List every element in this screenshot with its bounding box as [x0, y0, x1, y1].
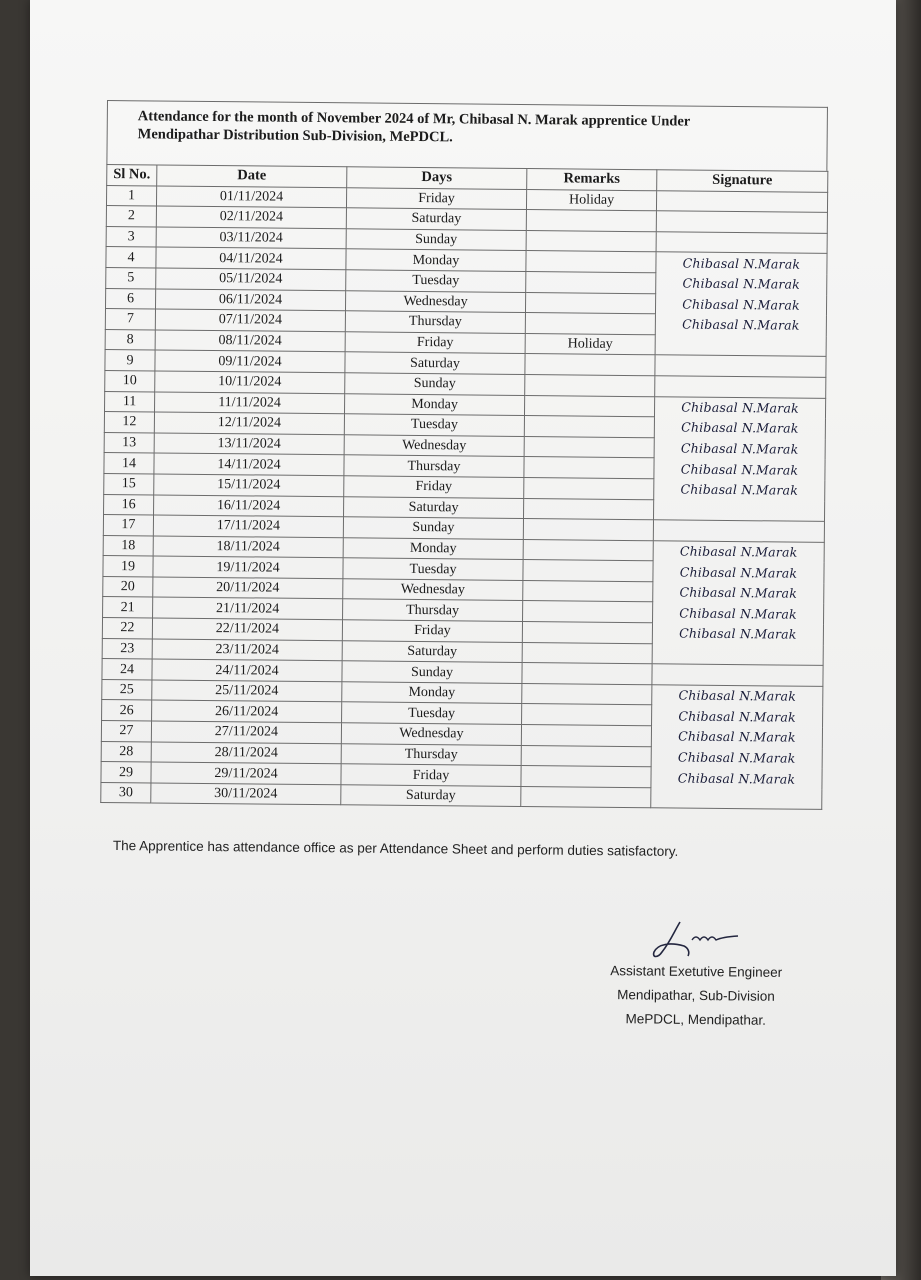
cell-day: Wednesday [345, 290, 525, 312]
cell-signature [656, 190, 827, 212]
cell-remarks [521, 725, 651, 747]
cell-signature [652, 664, 823, 686]
header-date: Date [157, 165, 347, 187]
cell-signature: Chibasal N.Marak [652, 623, 823, 645]
cell-signature: Chibasal N.Marak [653, 561, 824, 583]
cell-sl-no: 10 [105, 370, 155, 391]
cell-signature [656, 232, 827, 254]
cell-remarks [526, 230, 656, 252]
cell-day: Friday [342, 620, 522, 642]
cell-date: 05/11/2024 [156, 268, 346, 290]
cell-day: Friday [341, 764, 521, 786]
cell-day: Friday [345, 332, 525, 354]
cell-signature: Chibasal N.Marak [654, 458, 825, 480]
cell-date: 16/11/2024 [154, 494, 344, 516]
cell-remarks [524, 436, 654, 458]
cell-signature: Chibasal N.Marak [654, 437, 825, 459]
cell-date: 02/11/2024 [156, 206, 346, 228]
cell-remarks [525, 374, 655, 396]
cell-signature: Chibasal N.Marak [651, 746, 822, 768]
cell-day: Tuesday [343, 558, 523, 580]
officer-subdivision: Mendipathar, Sub-Division [617, 987, 775, 1004]
cell-signature: Chibasal N.Marak [655, 293, 826, 315]
cell-sl-no: 27 [101, 721, 151, 742]
cell-day: Friday [346, 187, 526, 209]
cell-remarks [522, 622, 652, 644]
cell-remarks [524, 395, 654, 417]
cell-day: Monday [346, 249, 526, 271]
cell-day: Saturday [345, 352, 525, 374]
cell-signature: Chibasal N.Marak [653, 540, 824, 562]
cell-remarks [521, 786, 651, 808]
cell-signature: Chibasal N.Marak [653, 602, 824, 624]
cell-date: 28/11/2024 [151, 742, 341, 764]
cell-date: 03/11/2024 [156, 227, 346, 249]
cell-date: 22/11/2024 [152, 618, 342, 640]
cell-signature: Chibasal N.Marak [654, 396, 825, 418]
cell-sl-no: 11 [105, 391, 155, 412]
cell-remarks [522, 683, 652, 705]
cell-day: Sunday [343, 517, 523, 539]
cell-day: Saturday [344, 496, 524, 518]
cell-sl-no: 17 [103, 515, 153, 536]
cell-day: Sunday [346, 229, 526, 251]
cell-day: Monday [342, 682, 522, 704]
cell-day: Wednesday [344, 435, 524, 457]
header-sl-no: Sl No. [107, 165, 157, 186]
cell-sl-no: 26 [102, 700, 152, 721]
cell-remarks [523, 560, 653, 582]
cell-day: Saturday [341, 785, 521, 807]
cell-date: 21/11/2024 [153, 597, 343, 619]
cell-day: Thursday [345, 311, 525, 333]
cell-date: 07/11/2024 [155, 309, 345, 331]
cell-day: Thursday [343, 599, 523, 621]
cell-signature [656, 211, 827, 233]
cell-remarks [526, 210, 656, 232]
cell-remarks [525, 354, 655, 376]
cell-remarks [523, 601, 653, 623]
cell-day: Sunday [345, 373, 525, 395]
cell-sl-no: 4 [106, 247, 156, 268]
cell-sl-no: 13 [104, 432, 154, 453]
cell-sl-no: 7 [105, 309, 155, 330]
cell-signature [655, 355, 826, 377]
cell-day: Monday [343, 537, 523, 559]
cell-day: Saturday [346, 208, 526, 230]
cell-date: 11/11/2024 [155, 392, 345, 414]
cell-signature [653, 520, 824, 542]
cell-remarks [524, 498, 654, 520]
cell-remarks [522, 663, 652, 685]
cell-remarks [521, 766, 651, 788]
cell-sl-no: 16 [104, 494, 154, 515]
cell-sl-no: 5 [106, 267, 156, 288]
cell-day: Friday [344, 476, 524, 498]
cell-signature [651, 788, 822, 810]
cell-signature: Chibasal N.Marak [654, 479, 825, 501]
cell-sl-no: 1 [106, 185, 156, 206]
cell-date: 10/11/2024 [155, 371, 345, 393]
cell-date: 23/11/2024 [152, 639, 342, 661]
cell-signature: Chibasal N.Marak [655, 314, 826, 336]
cell-sl-no: 15 [104, 473, 154, 494]
cell-sl-no: 8 [105, 329, 155, 350]
cell-date: 01/11/2024 [156, 186, 346, 208]
cell-remarks [524, 477, 654, 499]
title-line-1: Attendance for the month of November 2024 of Mr, Chibasal N. Marak apprentice Under [137, 108, 691, 130]
header-remarks: Remarks [527, 169, 657, 191]
officer-organisation: MePDCL, Mendipathar. [625, 1011, 766, 1028]
cell-signature: Chibasal N.Marak [652, 685, 823, 707]
cell-sl-no: 23 [102, 638, 152, 659]
officer-designation: Assistant Exetutive Engineer [610, 963, 783, 980]
cell-date: 19/11/2024 [153, 556, 343, 578]
cell-date: 04/11/2024 [156, 247, 346, 269]
cell-day: Sunday [342, 661, 522, 683]
cell-sl-no: 18 [103, 535, 153, 556]
footer-note: The Apprentice has attendance office as per Attendance Sheet and perform duties satisfactory. [112, 838, 679, 859]
cell-date: 20/11/2024 [153, 577, 343, 599]
cell-sl-no: 14 [104, 453, 154, 474]
cell-date: 15/11/2024 [154, 474, 344, 496]
cell-date: 13/11/2024 [154, 433, 344, 455]
cell-day: Tuesday [344, 414, 524, 436]
cell-day: Tuesday [346, 270, 526, 292]
cell-sl-no: 12 [104, 412, 154, 433]
cell-date: 17/11/2024 [153, 515, 343, 537]
cell-remarks [523, 539, 653, 561]
cell-remarks [526, 251, 656, 273]
cell-sl-no: 19 [103, 556, 153, 577]
cell-signature: Chibasal N.Marak [656, 252, 827, 274]
cell-remarks [525, 292, 655, 314]
cell-remarks [522, 704, 652, 726]
cell-date: 14/11/2024 [154, 453, 344, 475]
cell-date: 18/11/2024 [153, 536, 343, 558]
table-body [101, 185, 828, 810]
cell-sl-no: 20 [103, 576, 153, 597]
cell-remarks [523, 519, 653, 541]
cell-remarks: Holiday [526, 189, 656, 211]
cell-remarks [526, 271, 656, 293]
cell-day: Wednesday [341, 723, 521, 745]
cell-sl-no: 2 [106, 206, 156, 227]
cell-day: Monday [344, 393, 524, 415]
cell-date: 24/11/2024 [152, 659, 342, 681]
cell-sl-no: 22 [102, 618, 152, 639]
cell-signature: Chibasal N.Marak [651, 767, 822, 789]
cell-signature: Chibasal N.Marak [656, 273, 827, 295]
attendance-table [100, 164, 828, 810]
cell-remarks [525, 313, 655, 335]
cell-sl-no: 21 [103, 597, 153, 618]
cell-date: 29/11/2024 [151, 762, 341, 784]
cell-date: 25/11/2024 [152, 680, 342, 702]
header-days: Days [347, 167, 527, 189]
cell-remarks: Holiday [525, 333, 655, 355]
cell-date: 09/11/2024 [155, 350, 345, 372]
cell-sl-no: 24 [102, 659, 152, 680]
cell-signature: Chibasal N.Marak [651, 726, 822, 748]
title-box [106, 100, 828, 171]
cell-remarks [522, 642, 652, 664]
cell-date: 26/11/2024 [152, 700, 342, 722]
cell-signature [653, 499, 824, 521]
cell-sl-no: 9 [105, 350, 155, 371]
cell-remarks [523, 580, 653, 602]
attendance-sheet [100, 100, 828, 810]
cell-signature: Chibasal N.Marak [653, 582, 824, 604]
title-line-2: Mendipathar Distribution Sub-Division, MePDCL. [137, 126, 453, 146]
cell-day: Saturday [342, 640, 522, 662]
cell-sl-no: 25 [102, 679, 152, 700]
cell-signature [652, 643, 823, 665]
cell-signature [655, 335, 826, 357]
cell-sl-no: 6 [105, 288, 155, 309]
cell-remarks [524, 457, 654, 479]
cell-day: Thursday [341, 743, 521, 765]
cell-day: Tuesday [342, 702, 522, 724]
cell-sl-no: 28 [101, 741, 151, 762]
cell-remarks [524, 416, 654, 438]
cell-date: 12/11/2024 [154, 412, 344, 434]
cell-sl-no: 30 [101, 782, 151, 803]
cell-sl-no: 3 [106, 226, 156, 247]
cell-day: Wednesday [343, 579, 523, 601]
cell-date: 27/11/2024 [151, 721, 341, 743]
cell-signature [655, 376, 826, 398]
cell-signature: Chibasal N.Marak [654, 417, 825, 439]
cell-remarks [521, 745, 651, 767]
cell-date: 06/11/2024 [155, 289, 345, 311]
header-signature: Signature [657, 170, 828, 192]
cell-date: 08/11/2024 [155, 330, 345, 352]
cell-day: Thursday [344, 455, 524, 477]
officer-block [596, 959, 797, 1033]
cell-date: 30/11/2024 [151, 783, 341, 805]
cell-sl-no: 29 [101, 762, 151, 783]
cell-signature: Chibasal N.Marak [652, 705, 823, 727]
